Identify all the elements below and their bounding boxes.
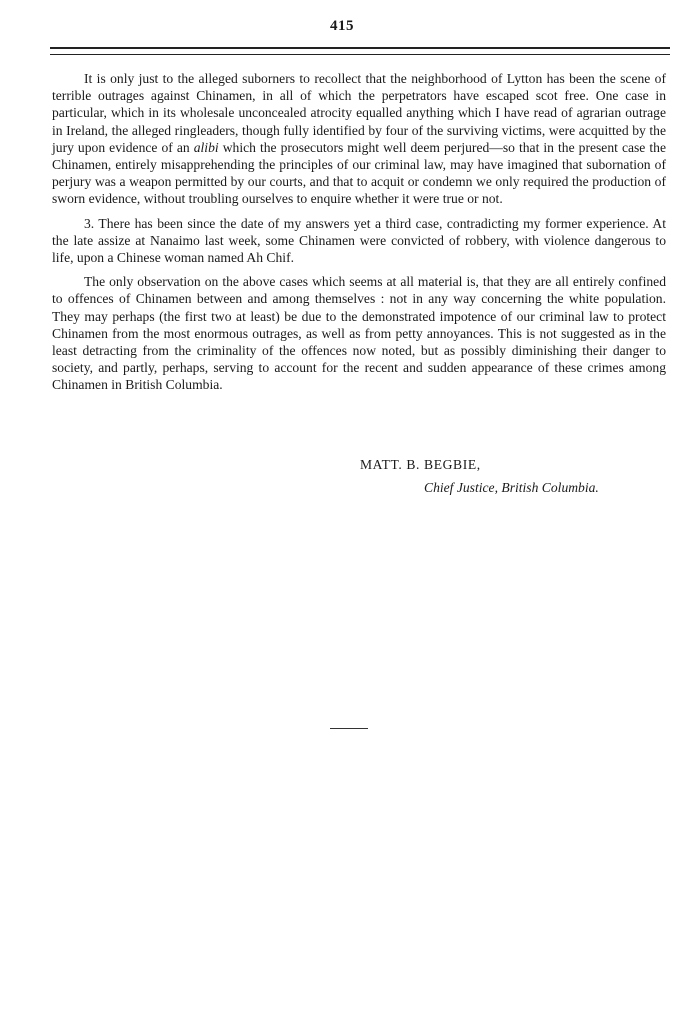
paragraph-third-case: 3. There has been since the date of my answers yet a third case, contradicting my former experience. At the late assize at Nanaimo last week, some Chinamen were convicted of robbery, with violence dangerous to life, upon a Chinese woman named Ah Chif. [52, 215, 666, 266]
header-double-rule [50, 47, 670, 55]
page-number: 415 [330, 18, 354, 34]
paragraph-1-part-b: which the prosecutors might well deem perjured—so that in the present case the Chinamen, entirely misapprehending the principles of our criminal law, may have imagined that subornation of perjury was a weapon permitted by our courts, and that to acquit or condemn we only required the production of sworn evidence, without troubling ourselves to enquire whether it were true or not. [52, 139, 666, 207]
body-text [52, 70, 666, 401]
paragraph-1-part-a: It is only just to the alleged suborners to recollect that the neighborhood of Lytton has been the scene of terrible outrages against Chinamen, in all of which the perpetrators have escaped scot free. One case in particular, which in its wholesale unconcealed atrocity equalled anything which I have read of agrarian outrage in Ireland, the alleged ringleaders, though fully identified by four of the surviving victims, were acquitted by the jury upon evidence of an [52, 71, 666, 155]
signature-name: MATT. B. BEGBIE, [360, 457, 481, 472]
alibi-emphasis: alibi [193, 139, 219, 155]
signature-title: Chief Justice, British Columbia. [424, 480, 599, 495]
closing-short-rule [330, 728, 368, 729]
paragraph-lytton-outrages [52, 70, 666, 208]
paragraph-observation: The only observation on the above cases which seems at all material is, that they are all entirely confined to offences of Chinamen between and among themselves : not in any way concerning the white population. They may perhaps (the first two at least) be due to the demonstrated impotence of our criminal law to protect Chinamen from the most enormous outrages, as well as from petty annoyances. This is not suggested as in the least detracting from the criminality of the offences now noted, but as possibly diminishing their danger to society, and partly, perhaps, serving to account for the recent and sudden appearance of these crimes among Chinamen in British Columbia. [52, 274, 666, 393]
